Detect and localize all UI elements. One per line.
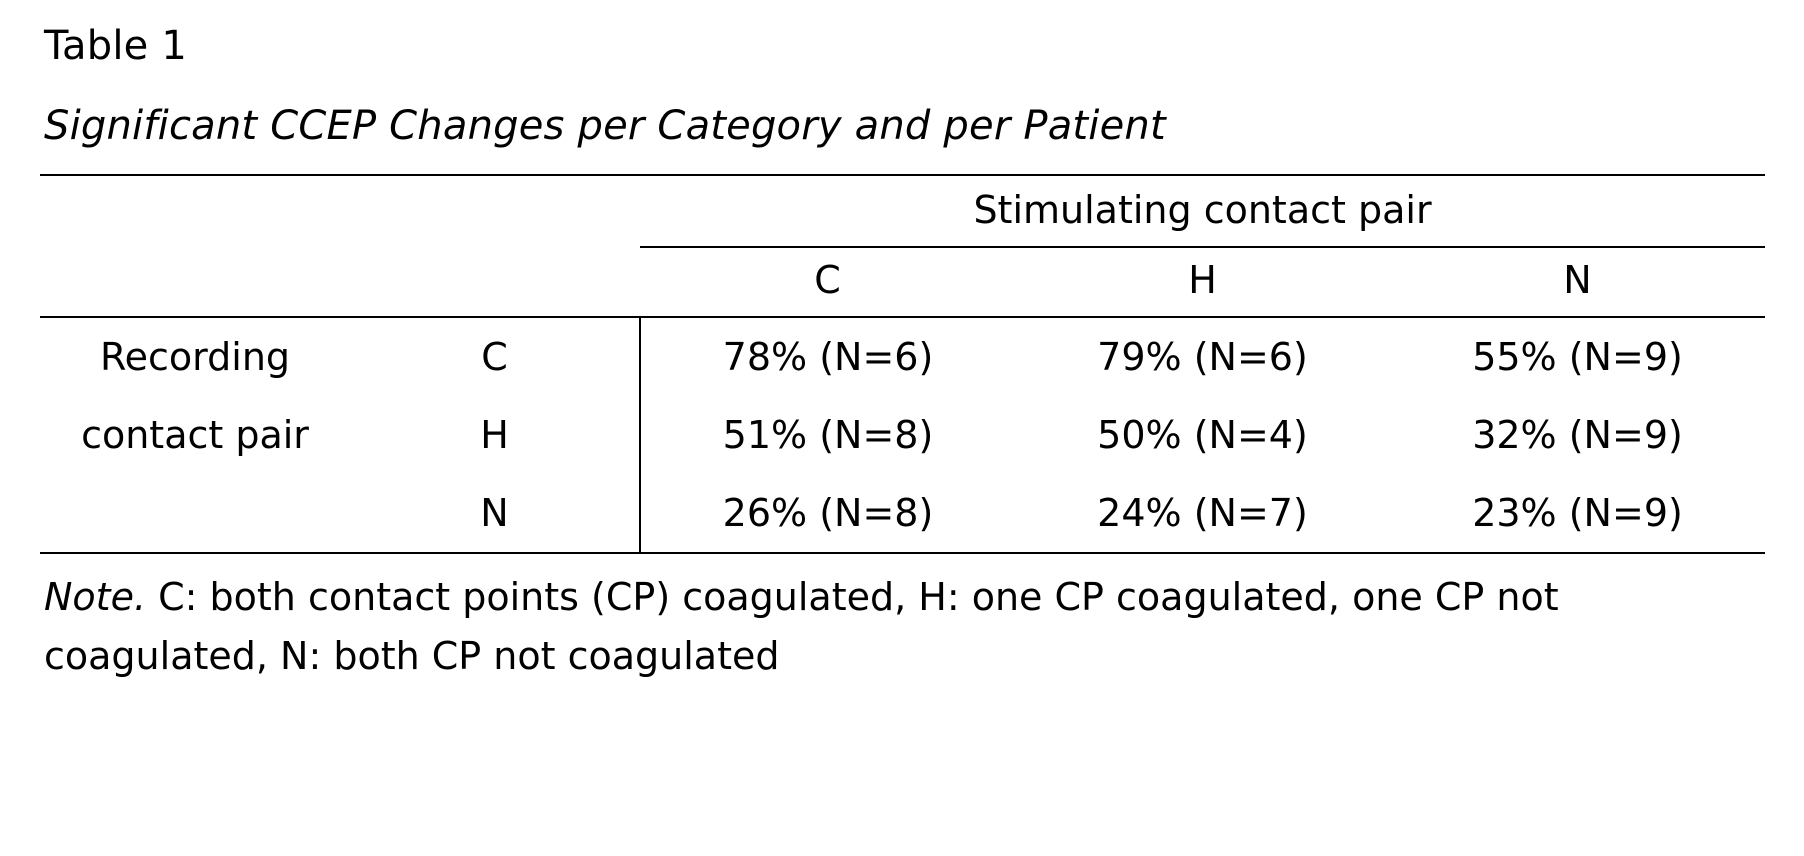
column-spanner-label: Stimulating contact pair [640, 175, 1765, 246]
table-note [44, 568, 1764, 686]
stub-label-line-1: Recording [99, 335, 291, 379]
cell-h-n: 32% (N=9) [1472, 413, 1683, 457]
stub-label-line-2: contact pair [81, 413, 309, 457]
table-row [40, 396, 1765, 474]
table-row-column-headers [40, 247, 1765, 317]
row-label-h: H [480, 413, 509, 457]
cell-n-c: 26% (N=8) [640, 474, 1015, 553]
stub-label-empty [40, 474, 350, 553]
stub-header-empty-1 [40, 247, 350, 317]
stub-header-empty-2 [350, 247, 640, 317]
data-table [40, 174, 1765, 554]
table-row-spanner [40, 175, 1765, 246]
row-label-n: N [350, 474, 640, 553]
column-header-n: N [1390, 247, 1765, 317]
empty-corner-cell [40, 175, 350, 246]
table-note-label: Note. [44, 575, 147, 619]
column-header-h: H [1015, 247, 1390, 317]
table-note-text: C: both contact points (CP) coagulated, H: one CP coagulated, one CP not coagulated, N: both CP not coagulated [44, 575, 1559, 678]
table-row [40, 474, 1765, 553]
cell-n-h: 24% (N=7) [1015, 474, 1390, 553]
row-label-c: C [481, 335, 508, 379]
table-number: Table 1 [44, 23, 188, 69]
column-header-c: C [640, 247, 1015, 317]
table-row [40, 317, 1765, 396]
cell-n-n: 23% (N=9) [1390, 474, 1765, 553]
cell-h-c: 51% (N=8) [640, 396, 1015, 474]
table-title: Significant CCEP Changes per Category and per Patient [44, 103, 1166, 149]
cell-c-n: 55% (N=9) [1472, 335, 1683, 379]
empty-corner-cell-2 [350, 175, 640, 246]
cell-c-h: 79% (N=6) [1097, 335, 1308, 379]
cell-h-h: 50% (N=4) [1097, 413, 1308, 457]
cell-c-c: 78% (N=6) [640, 317, 1015, 396]
